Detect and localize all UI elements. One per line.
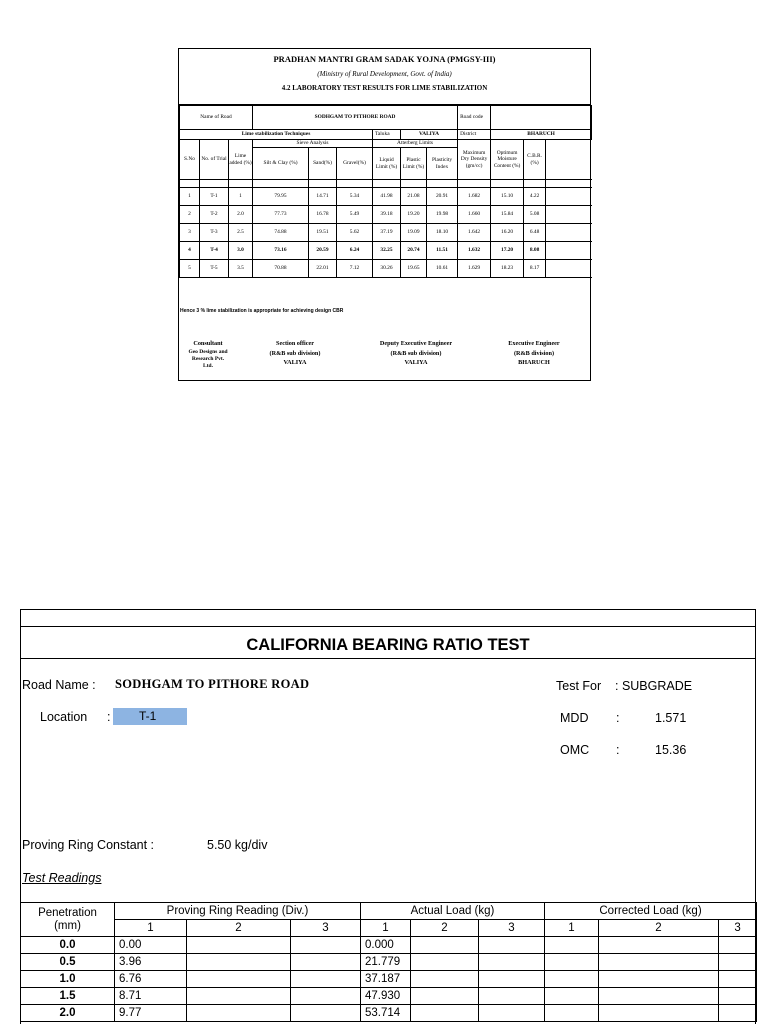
proving-ring-value: 5.50 kg/div: [207, 838, 268, 852]
signature-role: Executive Engineer: [508, 340, 560, 347]
lab-report-subtitle: 4.2 LABORATORY TEST RESULTS FOR LIME STABILIZATION: [281, 84, 488, 92]
corrected-load-3: [719, 988, 757, 1005]
lab-cell: 6.48: [524, 224, 546, 242]
omc-value: 15.36: [655, 743, 687, 757]
signature-line: (R&B sub division): [269, 349, 321, 357]
col-pl: Plastic Limit (%): [401, 148, 427, 180]
signature-line: Research Pvt.: [191, 355, 225, 362]
lab-cell: 10.61: [427, 260, 458, 278]
ring-reading-3: [291, 937, 361, 954]
actual-load-2: [411, 954, 479, 971]
ring-reading-1: 0.00: [115, 937, 187, 954]
road-name-value: SODHGAM TO PITHORE ROAD: [115, 677, 310, 691]
actual-load-1: 21.779: [361, 954, 411, 971]
blank-cell: [546, 206, 592, 224]
ring-reading-1: 9.77: [115, 1005, 187, 1022]
lab-cell: 1.682: [458, 188, 491, 206]
signature-line: VALIYA: [404, 359, 428, 366]
signature-executive-engineer: [479, 339, 589, 381]
signature-line: Ltd.: [203, 362, 213, 369]
lab-report-ministry: (Ministry of Rural Development, Govt. of India): [317, 70, 452, 78]
mdd-label: MDD: [560, 711, 589, 725]
lab-cell: 7.12: [337, 260, 373, 278]
district-label: District: [458, 130, 491, 140]
col-sand: Sand(%): [309, 148, 337, 180]
lab-cell: 5.49: [337, 206, 373, 224]
lab-cell: 19.51: [309, 224, 337, 242]
sub-header-1: 1: [545, 920, 599, 937]
lab-report-title: PRADHAN MANTRI GRAM SADAK YOJNA (PMGSY-III): [273, 54, 496, 64]
corrected-load-1: [545, 1005, 599, 1022]
road-name-row: [180, 106, 592, 130]
actual-load-3: [479, 988, 545, 1005]
lab-cell: T-2: [200, 206, 229, 224]
signature-consultant: [179, 339, 237, 381]
lab-row: [180, 260, 592, 278]
col-sieve: Sieve Analysis: [253, 140, 373, 148]
cbr-row: [21, 1005, 757, 1022]
district-value: BHARUCH: [491, 130, 592, 140]
road-name-label: Road Name :: [22, 678, 96, 692]
ring-reading-2: [187, 954, 291, 971]
corrected-load-2: [599, 937, 719, 954]
signature-deputy-engineer: [353, 339, 479, 381]
actual-load-2: [411, 988, 479, 1005]
ring-reading-3: [291, 988, 361, 1005]
group-header-row: [180, 140, 592, 148]
lab-cell: 3: [180, 224, 200, 242]
cbr-readings-table: [20, 902, 757, 1022]
lab-cell: T-4: [200, 242, 229, 260]
actual-load-2: [411, 1005, 479, 1022]
lab-cell: 14.71: [309, 188, 337, 206]
signature-section-officer: [237, 339, 353, 381]
sub-header-1: 1: [361, 920, 411, 937]
proving-ring-label: Proving Ring Constant :: [22, 838, 155, 852]
lab-cell: 3.5: [229, 260, 253, 278]
penetration-value: 1.0: [21, 971, 115, 988]
lab-cell: 8.08: [524, 242, 546, 260]
actual-load-1: 53.714: [361, 1005, 411, 1022]
cbr-row: [21, 988, 757, 1005]
blank-cell: [546, 260, 592, 278]
penetration-value: 1.5: [21, 988, 115, 1005]
lab-cell: 20.59: [309, 242, 337, 260]
lab-cell: 5.34: [337, 188, 373, 206]
lab-cell: T-5: [200, 260, 229, 278]
actual-load-3: [479, 1005, 545, 1022]
ring-reading-3: [291, 971, 361, 988]
blank-cell: [546, 242, 592, 260]
lab-cell: 15.84: [491, 206, 524, 224]
lab-report-header: [179, 49, 590, 105]
omc-label: OMC: [560, 743, 590, 757]
signature-role: Section officer: [276, 340, 314, 347]
lab-cell: 19.98: [427, 206, 458, 224]
actual-load-3: [479, 954, 545, 971]
lab-cell: 19.09: [401, 224, 427, 242]
blank-col: [546, 140, 592, 180]
actual-load-1: 47.930: [361, 988, 411, 1005]
cbr-row: [21, 954, 757, 971]
taluka-label: Taluka: [373, 130, 401, 140]
blank-cell: [546, 188, 592, 206]
blank-cell: [546, 224, 592, 242]
lab-row: [180, 224, 592, 242]
lab-rows: [180, 188, 592, 278]
corrected-load-1: [545, 971, 599, 988]
signature-role: Consultant: [193, 340, 223, 347]
lab-cell: 5: [180, 260, 200, 278]
lab-cell: 18.23: [491, 260, 524, 278]
ring-reading-3: [291, 954, 361, 971]
road-code-value: [491, 106, 592, 130]
corrected-load-2: [599, 954, 719, 971]
conclusion-text: Hence 3 % lime stabilization is appropriate for achieving design CBR: [180, 308, 344, 314]
col-trial: No. of Trial: [200, 140, 229, 180]
ring-reading-1: 8.71: [115, 988, 187, 1005]
mdd-value: 1.571: [655, 711, 687, 725]
cbr-sheet: [20, 609, 756, 1024]
test-for-label: Test For: [556, 679, 602, 693]
lab-cell: 79.95: [253, 188, 309, 206]
penetration-header-unit: (mm): [54, 919, 81, 932]
lab-cell: 74.88: [253, 224, 309, 242]
lab-cell: 15.10: [491, 188, 524, 206]
actual-load-3: [479, 971, 545, 988]
location-value: T-1: [113, 708, 187, 725]
lab-cell: 17.20: [491, 242, 524, 260]
sub-header-3: 3: [479, 920, 545, 937]
corrected-load-2: [599, 1005, 719, 1022]
col-lime: Lime added (%): [229, 140, 253, 180]
name-of-road-value: SODHGAM TO PITHORE ROAD: [253, 106, 458, 130]
col-atterberg: Atterberg Limits: [373, 140, 458, 148]
techniques-label: Lime stabilization Techniques: [180, 130, 373, 140]
lab-cell: 41.98: [373, 188, 401, 206]
lime-stabilization-table: [179, 105, 592, 278]
sub-header-3: 3: [291, 920, 361, 937]
penetration-value: 0.5: [21, 954, 115, 971]
ring-reading-2: [187, 1005, 291, 1022]
lab-cell: 11.51: [427, 242, 458, 260]
penetration-value: 2.0: [21, 1005, 115, 1022]
actual-load-2: [411, 937, 479, 954]
lab-cell: 20.91: [427, 188, 458, 206]
lab-row: [180, 188, 592, 206]
corrected-load-3: [719, 971, 757, 988]
actual-load-3: [479, 937, 545, 954]
lab-cell: 2.5: [229, 224, 253, 242]
cbr-subheader-row: [21, 920, 757, 937]
lab-cell: 1.629: [458, 260, 491, 278]
cbr-title: CALIFORNIA BEARING RATIO TEST: [246, 636, 530, 654]
lab-cell: 3.0: [229, 242, 253, 260]
signature-block: [179, 339, 590, 381]
lab-cell: 18.10: [427, 224, 458, 242]
location-colon: :: [107, 710, 111, 724]
cbr-rows: [21, 937, 757, 1022]
col-cbr: C.B.R. (%): [524, 140, 546, 180]
actual-load-2: [411, 971, 479, 988]
ring-reading-2: [187, 937, 291, 954]
sub-header-3: 3: [719, 920, 757, 937]
lab-cell: 19.65: [401, 260, 427, 278]
corrected-load-1: [545, 937, 599, 954]
col-ll: Liquid Limit (%): [373, 148, 401, 180]
lab-cell: T-3: [200, 224, 229, 242]
omc-colon: :: [616, 743, 620, 757]
lab-cell: 4.22: [524, 188, 546, 206]
lab-cell: 21.08: [401, 188, 427, 206]
lab-cell: 20.74: [401, 242, 427, 260]
cbr-header-row: [21, 903, 757, 920]
lab-cell: 30.26: [373, 260, 401, 278]
lab-cell: 1.632: [458, 242, 491, 260]
name-of-road-label: Name of Road: [180, 106, 253, 130]
lab-cell: 1: [180, 188, 200, 206]
taluka-value: VALIYA: [401, 130, 458, 140]
signature-line: Geo Designs and: [188, 348, 228, 355]
penetration-header: [21, 903, 115, 937]
test-readings-heading: Test Readings: [22, 871, 102, 885]
col-gravel: Gravel(%): [337, 148, 373, 180]
col-silt: Silt & Clay (%): [253, 148, 309, 180]
lab-cell: T-1: [200, 188, 229, 206]
lab-cell: 4: [180, 242, 200, 260]
lab-cell: 22.01: [309, 260, 337, 278]
sub-header-2: 2: [599, 920, 719, 937]
lab-cell: 77.73: [253, 206, 309, 224]
signature-line: (R&B sub division): [390, 349, 442, 357]
corrected-load-3: [719, 937, 757, 954]
corrected-load-1: [545, 954, 599, 971]
ring-reading-1: 6.76: [115, 971, 187, 988]
lab-cell: 32.25: [373, 242, 401, 260]
signature-line: (R&B division): [513, 349, 555, 357]
col-mdd: Maximum Dry Density (gm/cc): [458, 140, 491, 180]
lab-cell: 5.62: [337, 224, 373, 242]
proving-ring-header: Proving Ring Reading (Div.): [115, 903, 361, 920]
signature-line: BHARUCH: [518, 359, 550, 366]
road-code-label: Road code: [458, 106, 491, 130]
lab-cell: 37.19: [373, 224, 401, 242]
lab-cell: 16.20: [491, 224, 524, 242]
corrected-load-2: [599, 971, 719, 988]
col-sno: S.No: [180, 140, 200, 180]
sub-header-2: 2: [411, 920, 479, 937]
corrected-load-header: Corrected Load (kg): [545, 903, 757, 920]
lab-cell: 70.88: [253, 260, 309, 278]
lab-cell: 19.20: [401, 206, 427, 224]
penetration-value: 0.0: [21, 937, 115, 954]
lab-row: [180, 206, 592, 224]
penetration-header-label: Penetration: [38, 906, 97, 919]
location-label: Location: [40, 710, 88, 724]
ring-reading-2: [187, 971, 291, 988]
ring-reading-3: [291, 1005, 361, 1022]
signature-role: Deputy Executive Engineer: [379, 340, 453, 347]
cbr-row: [21, 937, 757, 954]
corrected-load-2: [599, 988, 719, 1005]
col-pi: Plasticity Index: [427, 148, 458, 180]
lab-row: [180, 242, 592, 260]
lab-cell: 39.18: [373, 206, 401, 224]
signature-line: VALIYA: [283, 359, 307, 366]
actual-load-header: Actual Load (kg): [361, 903, 545, 920]
actual-load-1: 0.000: [361, 937, 411, 954]
lab-cell: 8.17: [524, 260, 546, 278]
corrected-load-3: [719, 954, 757, 971]
spacer-row: [180, 180, 592, 188]
corrected-load-1: [545, 988, 599, 1005]
lab-cell: 16.78: [309, 206, 337, 224]
sub-header-2: 2: [187, 920, 291, 937]
lab-cell: 1.642: [458, 224, 491, 242]
lab-cell: 6.24: [337, 242, 373, 260]
ring-reading-1: 3.96: [115, 954, 187, 971]
ring-reading-2: [187, 988, 291, 1005]
lab-cell: 1: [229, 188, 253, 206]
techniques-row: [180, 130, 592, 140]
lab-cell: 2: [180, 206, 200, 224]
lab-cell: 2.0: [229, 206, 253, 224]
col-omc: Optimum Moisture Content (%): [491, 140, 524, 180]
actual-load-1: 37.187: [361, 971, 411, 988]
lab-report: [178, 48, 591, 381]
lab-cell: 5.08: [524, 206, 546, 224]
cbr-row: [21, 971, 757, 988]
corrected-load-3: [719, 1005, 757, 1022]
divider: [21, 658, 755, 659]
divider: [21, 626, 755, 627]
lab-cell: 73.16: [253, 242, 309, 260]
sub-header-1: 1: [115, 920, 187, 937]
test-for-value: : SUBGRADE: [615, 679, 693, 693]
lab-cell: 1.660: [458, 206, 491, 224]
mdd-colon: :: [616, 711, 620, 725]
